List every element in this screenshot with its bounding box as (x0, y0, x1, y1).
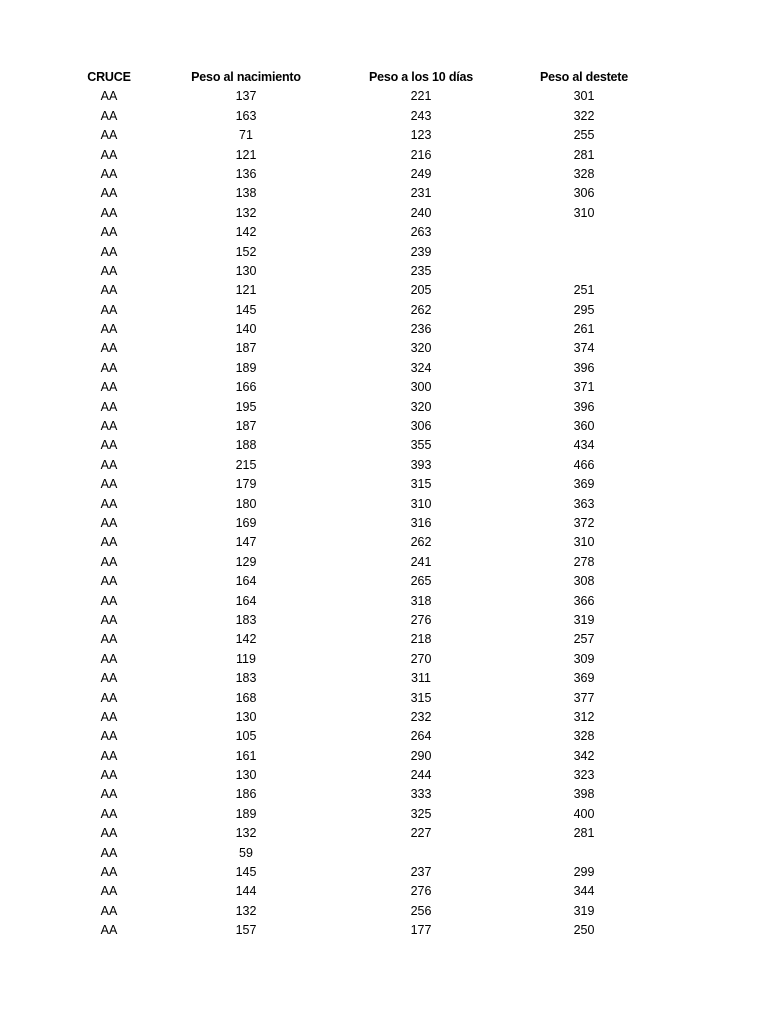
header-peso-destete: Peso al destete (539, 70, 629, 84)
peso-destete-cell: 310 (573, 535, 595, 550)
peso-10-dias-cell: 290 (410, 748, 432, 763)
peso-10-dias-cell: 355 (410, 438, 432, 453)
cruce-cell: AA (100, 322, 118, 337)
table-row (0, 87, 768, 106)
table-row (0, 650, 768, 669)
peso-nacimiento-cell: 144 (235, 884, 257, 899)
cruce-cell: AA (100, 651, 118, 666)
table-row (0, 398, 768, 417)
cruce-cell: AA (100, 729, 118, 744)
peso-10-dias-cell: 249 (410, 166, 432, 181)
peso-nacimiento-cell: 145 (235, 302, 257, 317)
cruce-cell: AA (100, 787, 118, 802)
peso-nacimiento-cell: 152 (235, 244, 257, 259)
cruce-cell: AA (100, 709, 118, 724)
cruce-cell: AA (100, 244, 118, 259)
peso-10-dias-cell: 205 (410, 283, 432, 298)
table-row (0, 107, 768, 126)
peso-destete-cell: 255 (573, 128, 595, 143)
peso-10-dias-cell: 324 (410, 360, 432, 375)
peso-10-dias-cell: 227 (410, 826, 432, 841)
peso-10-dias-cell: 123 (410, 128, 432, 143)
table-row (0, 882, 768, 901)
peso-10-dias-cell: 239 (410, 244, 432, 259)
peso-10-dias-cell: 270 (410, 651, 432, 666)
cruce-cell: AA (100, 923, 118, 938)
table-row (0, 378, 768, 397)
cruce-cell: AA (100, 748, 118, 763)
peso-10-dias-cell: 320 (410, 399, 432, 414)
cruce-cell: AA (100, 671, 118, 686)
table-body (0, 87, 768, 940)
table-row (0, 572, 768, 591)
cruce-cell: AA (100, 283, 118, 298)
table-row (0, 184, 768, 203)
peso-10-dias-cell: 310 (410, 496, 432, 511)
peso-nacimiento-cell: 187 (235, 341, 257, 356)
peso-destete-cell: 257 (573, 632, 595, 647)
cruce-cell: AA (100, 380, 118, 395)
cruce-cell: AA (100, 496, 118, 511)
table-row (0, 708, 768, 727)
peso-destete-cell: 250 (573, 923, 595, 938)
header-cruce: CRUCE (87, 70, 131, 84)
peso-nacimiento-cell: 186 (235, 787, 257, 802)
header-peso-10-dias: Peso a los 10 días (368, 70, 474, 84)
peso-destete-cell: 360 (573, 419, 595, 434)
peso-10-dias-cell: 300 (410, 380, 432, 395)
table-row (0, 165, 768, 184)
peso-10-dias-cell: 216 (410, 147, 432, 162)
peso-destete-cell: 308 (573, 574, 595, 589)
data-table (0, 68, 768, 941)
cruce-cell: AA (100, 593, 118, 608)
peso-nacimiento-cell: 164 (235, 593, 257, 608)
table-row (0, 689, 768, 708)
peso-nacimiento-cell: 142 (235, 632, 257, 647)
peso-nacimiento-cell: 183 (235, 612, 257, 627)
peso-10-dias-cell: 325 (410, 806, 432, 821)
table-row (0, 281, 768, 300)
peso-nacimiento-cell: 140 (235, 322, 257, 337)
peso-10-dias-cell: 177 (410, 923, 432, 938)
peso-10-dias-cell: 316 (410, 515, 432, 530)
table-row (0, 824, 768, 843)
peso-10-dias-cell: 262 (410, 535, 432, 550)
peso-10-dias-cell: 393 (410, 457, 432, 472)
peso-destete-cell: 371 (573, 380, 595, 395)
peso-nacimiento-cell: 163 (235, 108, 257, 123)
peso-10-dias-cell: 244 (410, 768, 432, 783)
peso-destete-cell: 366 (573, 593, 595, 608)
peso-nacimiento-cell: 137 (235, 89, 257, 104)
table-row (0, 204, 768, 223)
peso-nacimiento-cell: 164 (235, 574, 257, 589)
peso-destete-cell: 309 (573, 651, 595, 666)
peso-10-dias-cell: 232 (410, 709, 432, 724)
peso-nacimiento-cell: 142 (235, 225, 257, 240)
cruce-cell: AA (100, 690, 118, 705)
cruce-cell: AA (100, 302, 118, 317)
header-peso-nacimiento: Peso al nacimiento (191, 70, 301, 84)
peso-destete-cell: 369 (573, 477, 595, 492)
peso-nacimiento-cell: 187 (235, 419, 257, 434)
cruce-cell: AA (100, 768, 118, 783)
cruce-cell: AA (100, 884, 118, 899)
peso-destete-cell: 434 (573, 438, 595, 453)
peso-nacimiento-cell: 147 (235, 535, 257, 550)
peso-10-dias-cell: 276 (410, 884, 432, 899)
peso-nacimiento-cell: 130 (235, 263, 257, 278)
peso-nacimiento-cell: 132 (235, 826, 257, 841)
table-header-row (0, 68, 768, 87)
cruce-cell: AA (100, 89, 118, 104)
table-row (0, 223, 768, 242)
cruce-cell: AA (100, 477, 118, 492)
peso-10-dias-cell: 237 (410, 865, 432, 880)
peso-10-dias-cell: 256 (410, 903, 432, 918)
peso-nacimiento-cell: 130 (235, 768, 257, 783)
peso-destete-cell: 295 (573, 302, 595, 317)
cruce-cell: AA (100, 128, 118, 143)
table-row (0, 475, 768, 494)
cruce-cell: AA (100, 108, 118, 123)
peso-destete-cell: 363 (573, 496, 595, 511)
peso-destete-cell: 377 (573, 690, 595, 705)
peso-destete-cell: 310 (573, 205, 595, 220)
peso-nacimiento-cell: 215 (235, 457, 257, 472)
table-row (0, 727, 768, 746)
table-row (0, 611, 768, 630)
table-row (0, 844, 768, 863)
table-row (0, 514, 768, 533)
peso-destete-cell: 398 (573, 787, 595, 802)
cruce-cell: AA (100, 903, 118, 918)
cruce-cell: AA (100, 360, 118, 375)
cruce-cell: AA (100, 612, 118, 627)
peso-10-dias-cell: 320 (410, 341, 432, 356)
table-row (0, 805, 768, 824)
table-row (0, 417, 768, 436)
cruce-cell: AA (100, 438, 118, 453)
table-row (0, 495, 768, 514)
peso-destete-cell: 306 (573, 186, 595, 201)
peso-10-dias-cell: 218 (410, 632, 432, 647)
peso-10-dias-cell: 333 (410, 787, 432, 802)
peso-10-dias-cell: 235 (410, 263, 432, 278)
peso-10-dias-cell: 231 (410, 186, 432, 201)
peso-destete-cell: 312 (573, 709, 595, 724)
cruce-cell: AA (100, 419, 118, 434)
cruce-cell: AA (100, 225, 118, 240)
peso-nacimiento-cell: 138 (235, 186, 257, 201)
cruce-cell: AA (100, 263, 118, 278)
peso-destete-cell: 319 (573, 612, 595, 627)
peso-destete-cell: 344 (573, 884, 595, 899)
peso-nacimiento-cell: 71 (239, 128, 253, 143)
peso-nacimiento-cell: 121 (235, 147, 257, 162)
cruce-cell: AA (100, 826, 118, 841)
peso-nacimiento-cell: 132 (235, 205, 257, 220)
peso-destete-cell: 374 (573, 341, 595, 356)
table-row (0, 339, 768, 358)
peso-nacimiento-cell: 59 (239, 845, 253, 860)
table-row (0, 785, 768, 804)
peso-nacimiento-cell: 189 (235, 360, 257, 375)
peso-10-dias-cell: 265 (410, 574, 432, 589)
table-row (0, 301, 768, 320)
peso-nacimiento-cell: 188 (235, 438, 257, 453)
cruce-cell: AA (100, 457, 118, 472)
peso-nacimiento-cell: 166 (235, 380, 257, 395)
peso-10-dias-cell: 236 (410, 322, 432, 337)
table-row (0, 921, 768, 940)
peso-destete-cell: 372 (573, 515, 595, 530)
peso-nacimiento-cell: 105 (235, 729, 257, 744)
table-row (0, 902, 768, 921)
table-row (0, 436, 768, 455)
peso-nacimiento-cell: 180 (235, 496, 257, 511)
peso-10-dias-cell: 262 (410, 302, 432, 317)
peso-destete-cell: 323 (573, 768, 595, 783)
table-row (0, 456, 768, 475)
peso-nacimiento-cell: 169 (235, 515, 257, 530)
peso-nacimiento-cell: 189 (235, 806, 257, 821)
peso-destete-cell: 396 (573, 399, 595, 414)
cruce-cell: AA (100, 515, 118, 530)
table-row (0, 359, 768, 378)
peso-10-dias-cell: 276 (410, 612, 432, 627)
cruce-cell: AA (100, 205, 118, 220)
table-row (0, 146, 768, 165)
peso-nacimiento-cell: 121 (235, 283, 257, 298)
peso-nacimiento-cell: 136 (235, 166, 257, 181)
peso-destete-cell: 466 (573, 457, 595, 472)
table-row (0, 766, 768, 785)
peso-nacimiento-cell: 129 (235, 554, 257, 569)
peso-10-dias-cell: 311 (411, 671, 431, 686)
peso-10-dias-cell: 240 (410, 205, 432, 220)
cruce-cell: AA (100, 399, 118, 414)
cruce-cell: AA (100, 186, 118, 201)
cruce-cell: AA (100, 166, 118, 181)
peso-destete-cell: 281 (573, 826, 595, 841)
peso-10-dias-cell: 264 (410, 729, 432, 744)
table-row (0, 243, 768, 262)
table-row (0, 863, 768, 882)
cruce-cell: AA (100, 147, 118, 162)
peso-10-dias-cell: 241 (410, 554, 432, 569)
peso-10-dias-cell: 315 (410, 690, 432, 705)
table-row (0, 747, 768, 766)
peso-destete-cell: 322 (573, 108, 595, 123)
peso-destete-cell: 400 (573, 806, 595, 821)
cruce-cell: AA (100, 554, 118, 569)
table-row (0, 126, 768, 145)
peso-nacimiento-cell: 195 (235, 399, 257, 414)
peso-nacimiento-cell: 168 (235, 690, 257, 705)
cruce-cell: AA (100, 845, 118, 860)
peso-10-dias-cell: 221 (410, 89, 432, 104)
peso-nacimiento-cell: 161 (235, 748, 257, 763)
peso-destete-cell: 251 (573, 283, 595, 298)
peso-10-dias-cell: 315 (410, 477, 432, 492)
peso-10-dias-cell: 306 (410, 419, 432, 434)
peso-destete-cell: 299 (573, 865, 595, 880)
cruce-cell: AA (100, 806, 118, 821)
table-row (0, 533, 768, 552)
cruce-cell: AA (100, 632, 118, 647)
table-row (0, 669, 768, 688)
peso-destete-cell: 328 (573, 729, 595, 744)
peso-nacimiento-cell: 130 (235, 709, 257, 724)
peso-10-dias-cell: 318 (410, 593, 432, 608)
table-row (0, 262, 768, 281)
peso-destete-cell: 319 (573, 903, 595, 918)
peso-destete-cell: 281 (573, 147, 595, 162)
peso-nacimiento-cell: 179 (235, 477, 257, 492)
table-row (0, 553, 768, 572)
cruce-cell: AA (100, 535, 118, 550)
cruce-cell: AA (100, 341, 118, 356)
peso-10-dias-cell: 263 (410, 225, 432, 240)
peso-destete-cell: 261 (573, 322, 595, 337)
cruce-cell: AA (100, 865, 118, 880)
peso-nacimiento-cell: 183 (235, 671, 257, 686)
peso-nacimiento-cell: 119 (236, 651, 256, 666)
peso-nacimiento-cell: 145 (235, 865, 257, 880)
peso-nacimiento-cell: 132 (235, 903, 257, 918)
peso-destete-cell: 278 (573, 554, 595, 569)
table-row (0, 592, 768, 611)
peso-destete-cell: 342 (573, 748, 595, 763)
peso-10-dias-cell: 243 (410, 108, 432, 123)
peso-destete-cell: 301 (573, 89, 595, 104)
cruce-cell: AA (100, 574, 118, 589)
peso-destete-cell: 369 (573, 671, 595, 686)
table-row (0, 630, 768, 649)
peso-destete-cell: 396 (573, 360, 595, 375)
peso-destete-cell: 328 (573, 166, 595, 181)
table-row (0, 320, 768, 339)
peso-nacimiento-cell: 157 (235, 923, 257, 938)
